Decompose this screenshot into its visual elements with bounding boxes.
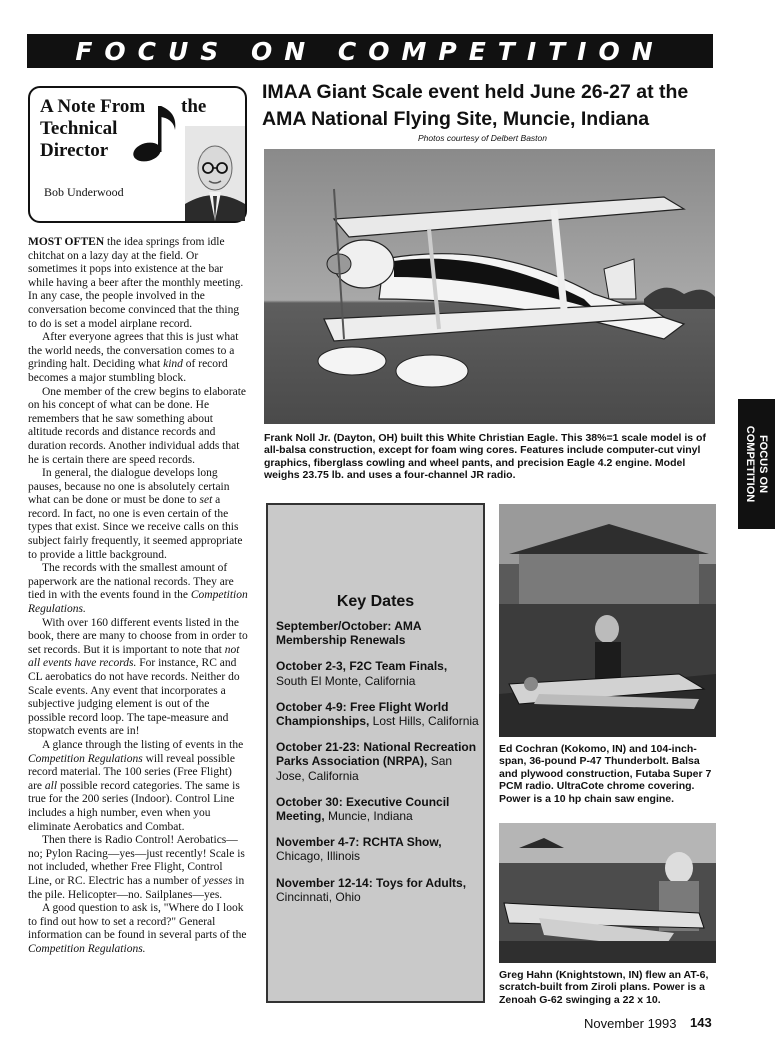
paragraph: A glance through the listing of events in the Competition Regulations will reveal possible record material. The 100 series (Free Flight) are all possible record categories. The same is true for the 200 series (Indoor). Control Line includes a high number, even when you eliminate Aerobatics and Combat. — [28, 738, 244, 833]
technical-director-box — [28, 86, 247, 223]
key-date-item: October 4-9: Free Flight World Championships, Lost Hills, California — [276, 699, 479, 729]
issue-date: November 1993 — [584, 1016, 677, 1031]
article-column — [28, 236, 248, 956]
key-date-item: November 12-14: Toys for Adults, Cincinnati, Ohio — [276, 875, 467, 904]
side-tab-line2: COMPETITION — [744, 425, 757, 503]
at6-photo — [499, 823, 716, 963]
key-date-item: September/October: AMA Membership Renewals — [276, 619, 422, 648]
key-date-item: October 21-23: National Recreation Parks Association (NRPA), San Jose, California — [276, 740, 477, 783]
side-tab-line1: FOCUS ON — [757, 434, 770, 494]
at6-caption: Greg Hahn (Knightstown, IN) flew an AT-6, scratch-built from Ziroli plans. Power is a Zenoah G-62 swinging a 22 x 10. — [499, 969, 709, 1006]
paragraph: In general, the dialogue develops long pauses, because no one is absolutely certain what can be done or must be done to set a record. In fact, no one is even certain of the types that exist. Since we receive calls on this subject fairly frequently, it seemed appropriate to provide a little background. — [28, 467, 243, 561]
lead-in: MOST OFTEN — [28, 236, 105, 248]
page-number: 143 — [690, 1015, 712, 1030]
section-banner: FOCUS ON COMPETITION — [27, 34, 713, 68]
key-date-item: November 4-7: RCHTA Show, Chicago, Illinois — [276, 835, 442, 864]
author-portrait — [185, 126, 245, 221]
biplane-caption: Frank Noll Jr. (Dayton, OH) built this White Christian Eagle. This 38%=1 scale model is of all-balsa construction, except for foam wing cores. Features include computer-cut vinyl graphics, fiberglass cowling and wheel pants, and precision Eagle 4.2 engine. Model weighs 23.75 lb. and uses a four-channel JR radio. — [264, 432, 706, 482]
side-tab — [738, 399, 775, 529]
p47-photo — [499, 504, 716, 737]
note-title-the: the — [181, 96, 207, 117]
article-headline: IMAA Giant Scale event held June 26-27 at the AMA National Flying Site, Muncie, Indiana — [262, 81, 689, 130]
paragraph: One member of the crew begins to elaborate on his concept of what can be done. He remembers that he saw something about altitude records and distance records and duration records. Another individual adds that he is certain there are speed records. — [28, 385, 247, 466]
key-date-item: October 30: Executive Council Meeting, Muncie, Indiana — [276, 794, 450, 824]
note-title-line3: Director — [40, 140, 109, 161]
note-title-line2: Technical — [40, 118, 118, 139]
p47-caption: Ed Cochran (Kokomo, IN) and 104-inch-span, 36-pound P-47 Thunderbolt. Balsa and plywood construction, Futaba Super 7 PCM radio. UltraCote chrome covering. Power is a 10 hp chain saw engine. — [499, 743, 712, 805]
paragraph: With over 160 different events listed in the book, there are many to choose from in order to set records. But it is important to note that not all events have records. For instance, RC and CL aerobatics do not have records. Neither do Scale events. Any event that incorporates a subjective judging element is out of the possible record loop. The tape-measure and stopwatch events are in! — [28, 616, 248, 738]
note-author: Bob Underwood — [44, 185, 124, 199]
photo-credit: Photos courtesy of Delbert Baston — [418, 133, 547, 143]
paragraph: After everyone agrees that this is just what the world needs, the conversation comes to a grinding halt. Deciding what kind of record becomes a major stumbling block. — [28, 331, 239, 384]
paragraph: The records with the smallest amount of paperwork are the national records. They are tied in with the events found in the Competition Regulations. — [28, 562, 248, 616]
key-dates-box — [266, 503, 485, 1003]
paragraph: A good question to ask is, "Where do I look to find out how to set a record?" General information can be found in several parts of the Competition Regulations. — [28, 902, 247, 955]
paragraph: Then there is Radio Control! Aerobatics—no; Pylon Racing—yes—just recently! Scale is not included, whether Free Flight, Control Line, or RC. Electric has a number of yesses in the pile. Helicopter—no. Sailplanes—yes. — [28, 834, 245, 901]
key-dates-title: Key Dates — [336, 593, 415, 610]
paragraph: MOST OFTEN the idea springs from idle chitchat on a lazy day at the field. Or sometimes it pops into existence at the bar while having a beer after the monthly meeting. In any case, the people involved in the conversation become convinced that the thing to do is set a model airplane record. — [28, 236, 244, 330]
key-dates-list — [276, 619, 481, 916]
music-note-icon — [130, 100, 182, 166]
biplane-photo — [264, 149, 715, 424]
note-title-line1: A Note From — [40, 96, 146, 117]
key-date-item: October 2-3, F2C Team Finals, South El Monte, California — [276, 659, 448, 688]
